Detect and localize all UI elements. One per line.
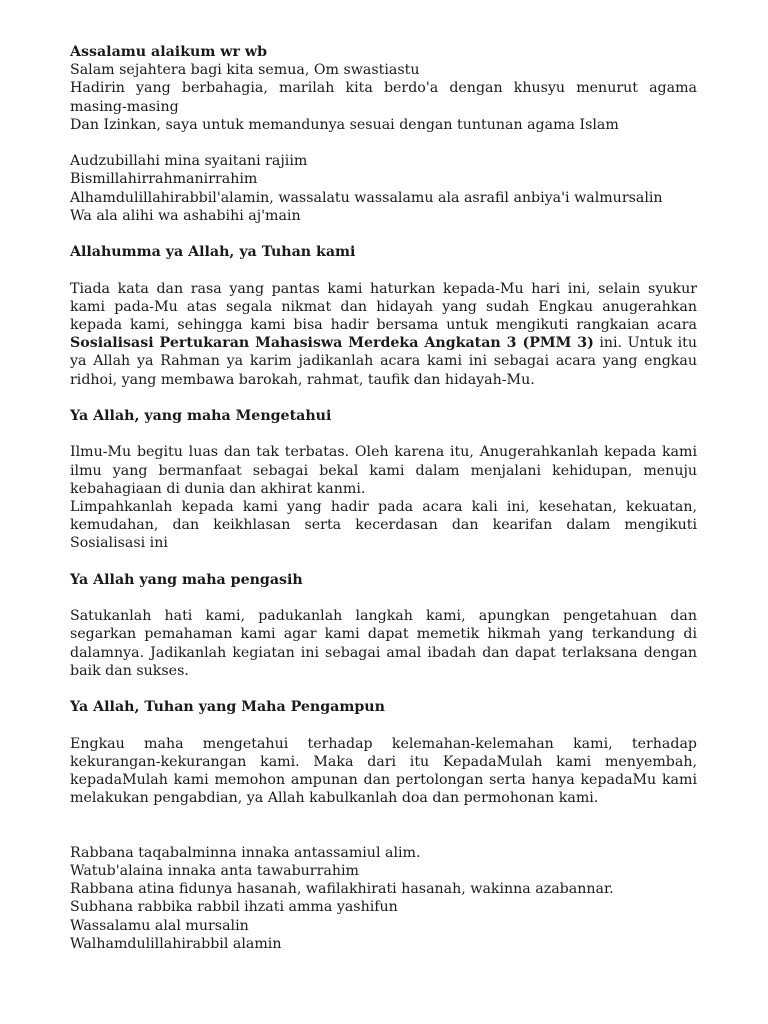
invocation-line: Bismillahirrahmanirrahim — [70, 171, 258, 188]
invocation-line: Wa ala alihi wa ashabihi aj'main — [70, 207, 301, 224]
invocation-line: Audzubillahi mina syaitani rajiim — [70, 153, 308, 170]
section-heading: Allahumma ya Allah, ya Tuhan kami — [70, 244, 356, 261]
opening-line: Hadirin yang berbahagia, marilah kita berdo'a dengan khusyu menurut agama masing-masing — [70, 80, 697, 115]
paragraph-text: Tiada kata dan rasa yang pantas kami haturkan kepada-Mu hari ini, selain syukur kami pada-Mu atas segala nikmat dan hidayah yang sudah Engkau anugerahkan kepada kami, sehingga kami bisa hadir bersama untuk mengikuti rangkaian acara — [70, 280, 697, 333]
section-paragraph: Ilmu-Mu begitu luas dan tak terbatas. Oleh karena itu, Anugerahkanlah kepada kami ilmu yang bermanfaat sebagai bekal kami dalam menjalani kehidupan, menuju kebahagiaan di dunia dan akhirat kanmi. — [70, 444, 697, 497]
opening-line: Salam sejahtera bagi kita semua, Om swastiastu — [70, 62, 420, 79]
closing-line: Rabbana taqabalminna innaka antassamiul alim. — [70, 844, 421, 861]
event-name: Sosialisasi Pertukaran Mahasiswa Merdeka Angkatan 3 (PMM 3) — [70, 335, 594, 352]
closing-line: Wassalamu alal mursalin — [70, 917, 249, 934]
closing-line: Rabbana atina fidunya hasanah, wafilakhirati hasanah, wakinna azabannar. — [70, 881, 614, 898]
opening-line: Dan Izinkan, saya untuk memandunya sesuai dengan tuntunan agama Islam — [70, 116, 619, 133]
section-heading: Ya Allah, yang maha Mengetahui — [70, 408, 332, 424]
section-paragraph: Limpahkanlah kepada kami yang hadir pada acara kali ini, kesehatan, kekuatan, kemudahan, dan keikhlasan serta kecerdasan dan kearifan dalam mengikuti Sosialisasi ini — [70, 499, 697, 552]
section-heading: Ya Allah yang maha pengasih — [70, 571, 303, 588]
section-paragraph: Engkau maha mengetahui terhadap kelemahan-kelemahan kami, terhadap kekurangan-kekurangan kami. Maka dari itu KepadaMulah kami menyembah, kepadaMulah kami memohon ampunan dan pertolongan serta hanya kepadaMu kami melakukan pengabdian, ya Allah kabulkanlah doa dan permohonan kami. — [70, 735, 697, 807]
section-paragraph: Satukanlah hati kami, padukanlah langkah kami, apungkan pengetahuan dan segarkan pemahaman kami agar kami dapat memetik hikmah yang terkandung di dalamnya. Jadikanlah kegiatan ini sebagai amal ibadah dan dapat terlaksana dengan baik dan sukses. — [70, 608, 697, 679]
greeting-heading: Assalamu alaikum wr wb — [70, 44, 268, 60]
section-paragraph — [70, 280, 697, 389]
closing-line: Walhamdulillahirabbil alamin — [70, 935, 282, 952]
invocation-line: Alhamdulillahirabbil'alamin, wassalatu wassalamu ala asrafil anbiya'i walmursalin — [70, 189, 663, 206]
section-heading: Ya Allah, Tuhan yang Maha Pengampun — [70, 699, 385, 716]
document-page — [70, 43, 697, 953]
closing-line: Watub'alaina innaka anta tawaburrahim — [70, 862, 359, 879]
paragraph-text: ini. Untuk itu ya Allah ya Rahman ya karim jadikanlah acara kami ini sebagai acara yang engkau ridhoi, yang membawa barokah, rahmat, taufik dan hidayah-Mu. — [70, 335, 697, 388]
closing-line: Subhana rabbika rabbil ihzati amma yashifun — [70, 899, 398, 916]
